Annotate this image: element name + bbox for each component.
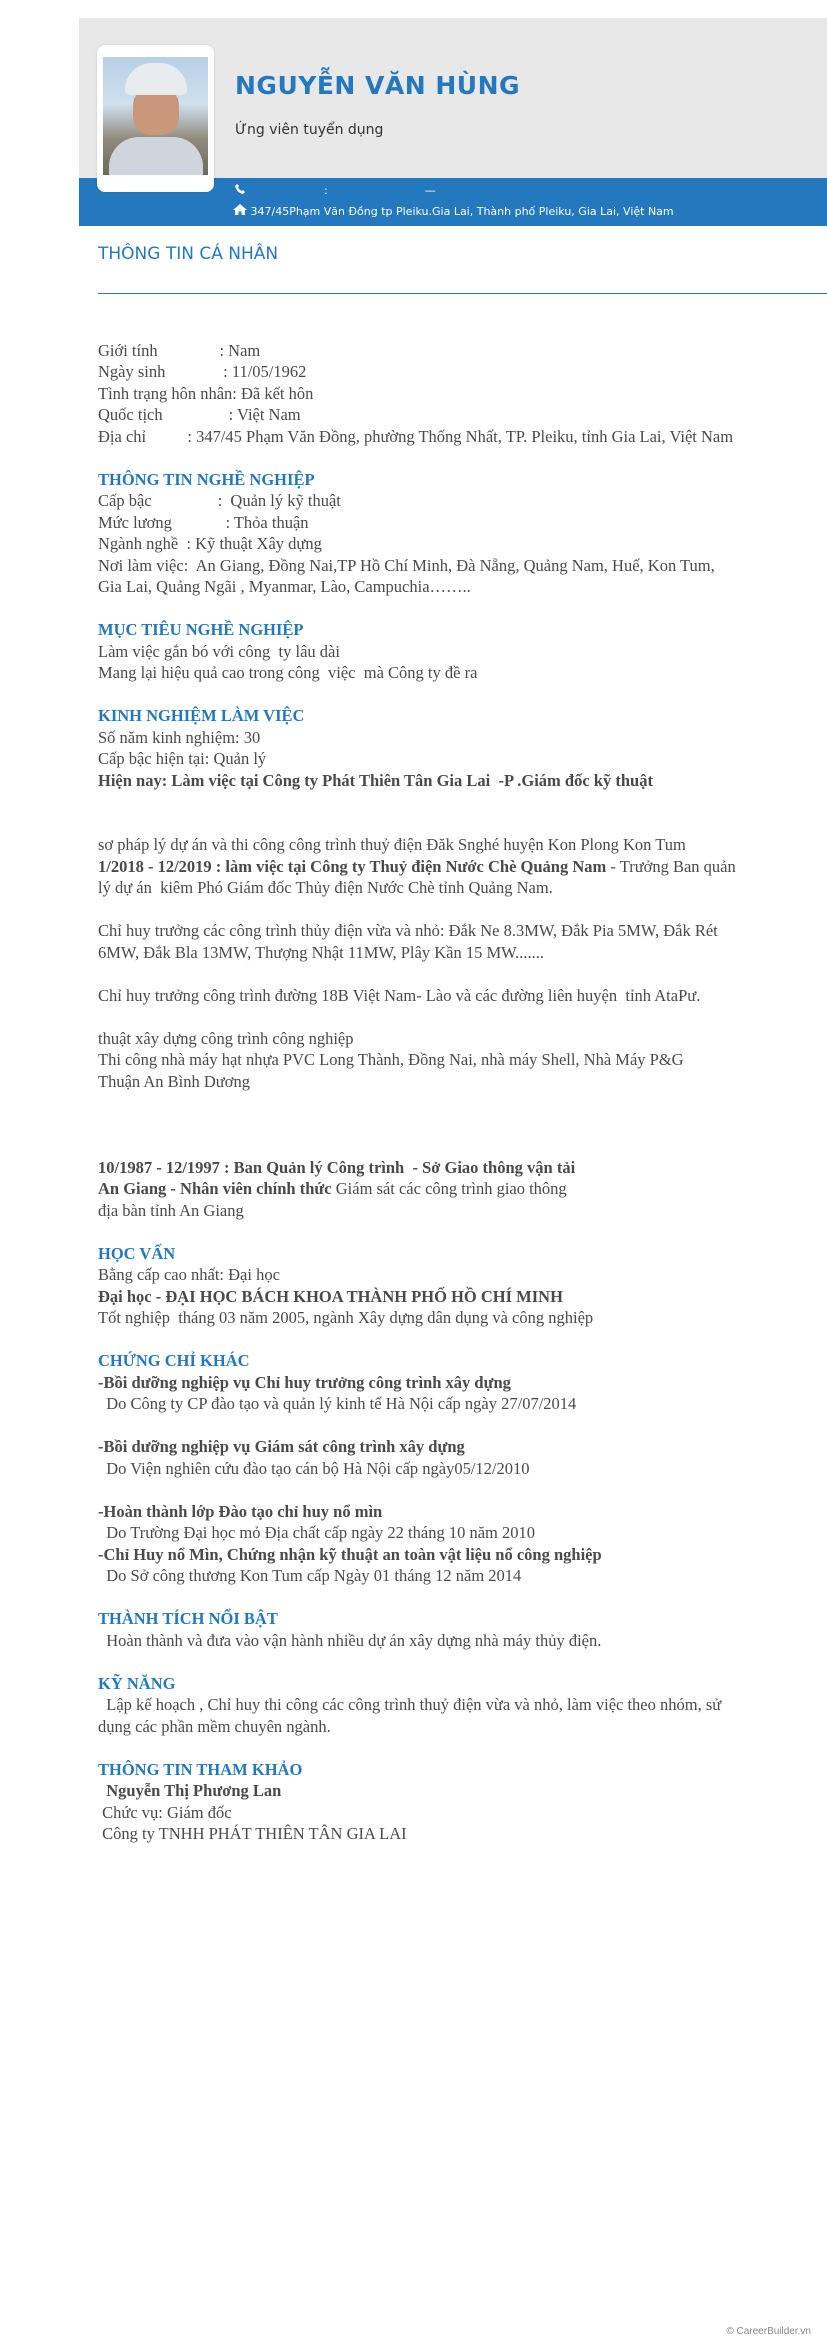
line-text: Quốc tịch : Việt Nam bbox=[98, 405, 301, 424]
body-line bbox=[98, 963, 808, 985]
line-text: Cấp bậc : Quản lý kỹ thuật bbox=[98, 491, 341, 510]
body-line bbox=[98, 770, 808, 792]
section-heading bbox=[98, 1608, 808, 1630]
line-text: Chỉ huy trưởng các công trình thủy điện vừa và nhỏ: Đắk Ne 8.3MW, Đắk Pia 5MW, Đắk Rét bbox=[98, 921, 718, 940]
body-line bbox=[98, 576, 808, 598]
section-heading bbox=[98, 619, 808, 641]
line-text: -Chỉ Huy nổ Mìn, Chứng nhận kỹ thuật an toàn vật liệu nổ công nghiệp bbox=[98, 1544, 602, 1564]
line-text: -Hoàn thành lớp Đào tạo chỉ huy nổ mìn bbox=[98, 1501, 383, 1521]
body-line bbox=[98, 1716, 808, 1738]
line-text: Địa chỉ : 347/45 Phạm Văn Đồng, phường Thống Nhất, TP. Pleiku, tỉnh Gia Lai, Việt Nam bbox=[98, 426, 734, 446]
line-text: CHỨNG CHỈ KHÁC bbox=[98, 1351, 250, 1370]
line-text: thuật xây dựng công trình công nghiệp bbox=[98, 1028, 354, 1048]
line-text: Cấp bậc hiện tại: Quản lý bbox=[98, 749, 267, 768]
body-line bbox=[98, 985, 808, 1007]
body-line bbox=[98, 1393, 808, 1415]
line-text: Chức vụ: Giám đốc bbox=[98, 1802, 232, 1822]
body-line bbox=[98, 1802, 808, 1824]
resume-page bbox=[79, 18, 827, 2318]
body-line bbox=[98, 1286, 808, 1308]
body-line bbox=[98, 1651, 808, 1673]
phone-icon bbox=[235, 184, 247, 197]
line-text: Đại học - ĐẠI HỌC BÁCH KHOA THÀNH PHỐ HỒ CHÍ MINH bbox=[98, 1286, 563, 1306]
body-line bbox=[98, 1372, 808, 1394]
line-text: Lập kế hoạch , Chỉ huy thi công các công trình thuỷ điện vừa và nhỏ, làm việc theo nhóm, sử bbox=[98, 1695, 722, 1714]
line-text: Ngành nghề : Kỹ thuật Xây dựng bbox=[98, 534, 322, 553]
body-line bbox=[98, 533, 808, 555]
line-text: dụng các phần mềm chuyên ngành. bbox=[98, 1716, 331, 1736]
line-text: Do Công ty CP đào tạo và quản lý kinh tế Hà Nội cấp ngày 27/07/2014 bbox=[98, 1394, 577, 1413]
line-text: KINH NGHIỆM LÀM VIỆC bbox=[98, 706, 305, 725]
address-text: 347/45Phạm Văn Đồng tp Pleiku.Gia Lai, Thành phố Pleiku, Gia Lai, Việt Nam bbox=[250, 205, 674, 218]
line-text: Tốt nghiệp tháng 03 năm 2005, ngành Xây dựng dân dụng và công nghiệp bbox=[98, 1308, 594, 1327]
profile-photo bbox=[103, 57, 208, 175]
address-row bbox=[233, 204, 674, 218]
body-line bbox=[98, 1436, 808, 1458]
line-text: Hoàn thành và đưa vào vận hành nhiều dự án xây dựng nhà máy thủy điện. bbox=[98, 1630, 602, 1650]
line-text: Do Trường Đại học mỏ Địa chất cấp ngày 22 tháng 10 năm 2010 bbox=[98, 1523, 535, 1542]
line-text: sơ pháp lý dự án và thi công công trình thuỷ điện Đăk Snghé huyện Kon Plong Kon Tum bbox=[98, 835, 686, 854]
phone-label: : bbox=[324, 184, 328, 197]
body-line bbox=[98, 1522, 808, 1544]
section-divider bbox=[98, 293, 827, 294]
line-text: Làm việc gắn bó với công ty lâu dài bbox=[98, 641, 340, 661]
body-line bbox=[98, 1028, 808, 1050]
body-line bbox=[98, 1006, 808, 1028]
line-text: 10/1987 - 12/1997 : Ban Quản lý Công trình - Sở Giao thông vận tải bbox=[98, 1157, 576, 1177]
line-text: -Bồi dưỡng nghiệp vụ Chỉ huy trưởng công trình xây dựng bbox=[98, 1372, 511, 1392]
line-text: Do Sở công thương Kon Tum cấp Ngày 01 tháng 12 năm 2014 bbox=[98, 1566, 522, 1585]
phone-row bbox=[235, 184, 436, 197]
body-line bbox=[98, 1565, 808, 1587]
body-line bbox=[98, 361, 808, 383]
body-line bbox=[98, 1823, 808, 1845]
body-line bbox=[98, 1329, 808, 1351]
body-line bbox=[98, 1415, 808, 1437]
footer-credit: © CareerBuilder.vn bbox=[726, 2326, 811, 2337]
body-line bbox=[98, 1694, 808, 1716]
body-line bbox=[98, 1264, 808, 1286]
body-line bbox=[98, 1630, 808, 1652]
line-text: KỸ NĂNG bbox=[98, 1673, 176, 1693]
line-text: HỌC VẤN bbox=[98, 1243, 176, 1263]
line-tail: Giám sát các công trình giao thông bbox=[331, 1179, 567, 1198]
section-heading bbox=[98, 1243, 808, 1265]
candidate-name: NGUYỄN VĂN HÙNG bbox=[235, 71, 521, 100]
body-line bbox=[98, 1157, 808, 1179]
body-line bbox=[98, 340, 808, 362]
body-line bbox=[98, 383, 808, 405]
section-heading bbox=[98, 1673, 808, 1695]
section-heading bbox=[98, 1759, 808, 1781]
body-line bbox=[98, 1737, 808, 1759]
body-line bbox=[98, 1049, 808, 1071]
line-text: Giới tính : Nam bbox=[98, 340, 261, 360]
body-line bbox=[98, 1221, 808, 1243]
line-text: MỤC TIÊU NGHỀ NGHIỆP bbox=[98, 620, 304, 639]
line-text: Thuận An Bình Dương bbox=[98, 1071, 250, 1091]
body-line bbox=[98, 920, 808, 942]
body-line bbox=[98, 1114, 808, 1136]
body-line bbox=[98, 1092, 808, 1114]
body-line bbox=[98, 1178, 808, 1200]
line-text: Tình trạng hôn nhân: Đã kết hôn bbox=[98, 383, 314, 403]
line-text: Gia Lai, Quảng Ngãi , Myanmar, Lào, Campuchia…….. bbox=[98, 577, 471, 596]
line-text: Do Viện nghiên cứu đào tạo cán bộ Hà Nội cấp ngày05/12/2010 bbox=[98, 1458, 530, 1478]
body-line bbox=[98, 856, 808, 878]
candidate-role: Ứng viên tuyển dụng bbox=[235, 122, 384, 138]
line-text: Công ty TNHH PHÁT THIÊN TÂN GIA LAI bbox=[98, 1824, 407, 1843]
photo-shirt bbox=[109, 137, 203, 175]
body-line bbox=[98, 404, 808, 426]
line-text: Ngày sinh : 11/05/1962 bbox=[98, 362, 307, 381]
body-line bbox=[98, 1479, 808, 1501]
body-line bbox=[98, 942, 808, 964]
section-heading bbox=[98, 1350, 808, 1372]
line-text: -Bồi dưỡng nghiệp vụ Giám sát công trình xây dựng bbox=[98, 1437, 465, 1456]
line-text: Nguyễn Thị Phương Lan bbox=[98, 1781, 282, 1800]
phone-value: — bbox=[424, 184, 436, 197]
body-line bbox=[98, 318, 808, 340]
body-line bbox=[98, 1307, 808, 1329]
body-line bbox=[98, 834, 808, 856]
body-line bbox=[98, 1587, 808, 1609]
section-title-personal: THÔNG TIN CÁ NHÂN bbox=[98, 244, 279, 264]
line-text: địa bàn tỉnh An Giang bbox=[98, 1200, 244, 1220]
line-text: 1/2018 - 12/2019 : làm việc tại Công ty Thuỷ điện Nước Chè Quảng Nam bbox=[98, 856, 607, 876]
line-text: Mức lương : Thỏa thuận bbox=[98, 512, 309, 532]
line-tail: - Trưởng Ban quản bbox=[606, 856, 736, 876]
body-line bbox=[98, 512, 808, 534]
line-text: THÀNH TÍCH NỔI BẬT bbox=[98, 1609, 278, 1628]
body-line bbox=[98, 727, 808, 749]
body-line bbox=[98, 662, 808, 684]
body-line bbox=[98, 1135, 808, 1157]
line-text: An Giang - Nhân viên chính thức bbox=[98, 1179, 332, 1198]
line-text: THÔNG TIN NGHỀ NGHIỆP bbox=[98, 469, 315, 489]
body-line bbox=[98, 447, 808, 469]
body-line bbox=[98, 490, 808, 512]
resume-body bbox=[98, 318, 808, 1845]
body-line bbox=[98, 641, 808, 663]
line-text: Hiện nay: Làm việc tại Công ty Phát Thiên Tân Gia Lai -P .Giám đốc kỹ thuật bbox=[98, 770, 653, 790]
body-line bbox=[98, 598, 808, 620]
line-text: Chỉ huy trưởng công trình đường 18B Việt Nam- Lào và các đường liên huyện tỉnh AtaPư. bbox=[98, 985, 701, 1005]
body-line bbox=[98, 1780, 808, 1802]
line-text: lý dự án kiêm Phó Giám đốc Thủy điện Nước Chè tỉnh Quảng Nam. bbox=[98, 878, 553, 897]
line-text: Số năm kinh nghiệm: 30 bbox=[98, 727, 261, 747]
line-text: Thi công nhà máy hạt nhựa PVC Long Thành, Đồng Nai, nhà máy Shell, Nhà Máy P&G bbox=[98, 1050, 684, 1069]
photo-helmet bbox=[125, 63, 187, 95]
body-line bbox=[98, 748, 808, 770]
body-line bbox=[98, 1544, 808, 1566]
body-line bbox=[98, 791, 808, 813]
line-text: 6MW, Đắk Bla 13MW, Thượng Nhật 11MW, Plây Kần 15 MW....... bbox=[98, 942, 545, 962]
body-line bbox=[98, 426, 808, 448]
body-line bbox=[98, 877, 808, 899]
section-heading bbox=[98, 705, 808, 727]
line-text: THÔNG TIN THAM KHẢO bbox=[98, 1759, 303, 1779]
body-line bbox=[98, 555, 808, 577]
body-line bbox=[98, 1501, 808, 1523]
body-line bbox=[98, 899, 808, 921]
profile-photo-frame bbox=[97, 45, 214, 192]
body-line bbox=[98, 1071, 808, 1093]
line-text: Mang lại hiệu quả cao trong công việc mà Công ty đề ra bbox=[98, 663, 478, 682]
body-line bbox=[98, 813, 808, 835]
body-line bbox=[98, 1200, 808, 1222]
body-line bbox=[98, 1458, 808, 1480]
line-text: Bằng cấp cao nhất: Đại học bbox=[98, 1265, 280, 1284]
home-icon bbox=[233, 205, 251, 218]
section-heading bbox=[98, 469, 808, 491]
body-line bbox=[98, 684, 808, 706]
line-text: Nơi làm việc: An Giang, Đồng Nai,TP Hồ Chí Minh, Đà Nẵng, Quảng Nam, Huế, Kon Tum, bbox=[98, 555, 715, 575]
